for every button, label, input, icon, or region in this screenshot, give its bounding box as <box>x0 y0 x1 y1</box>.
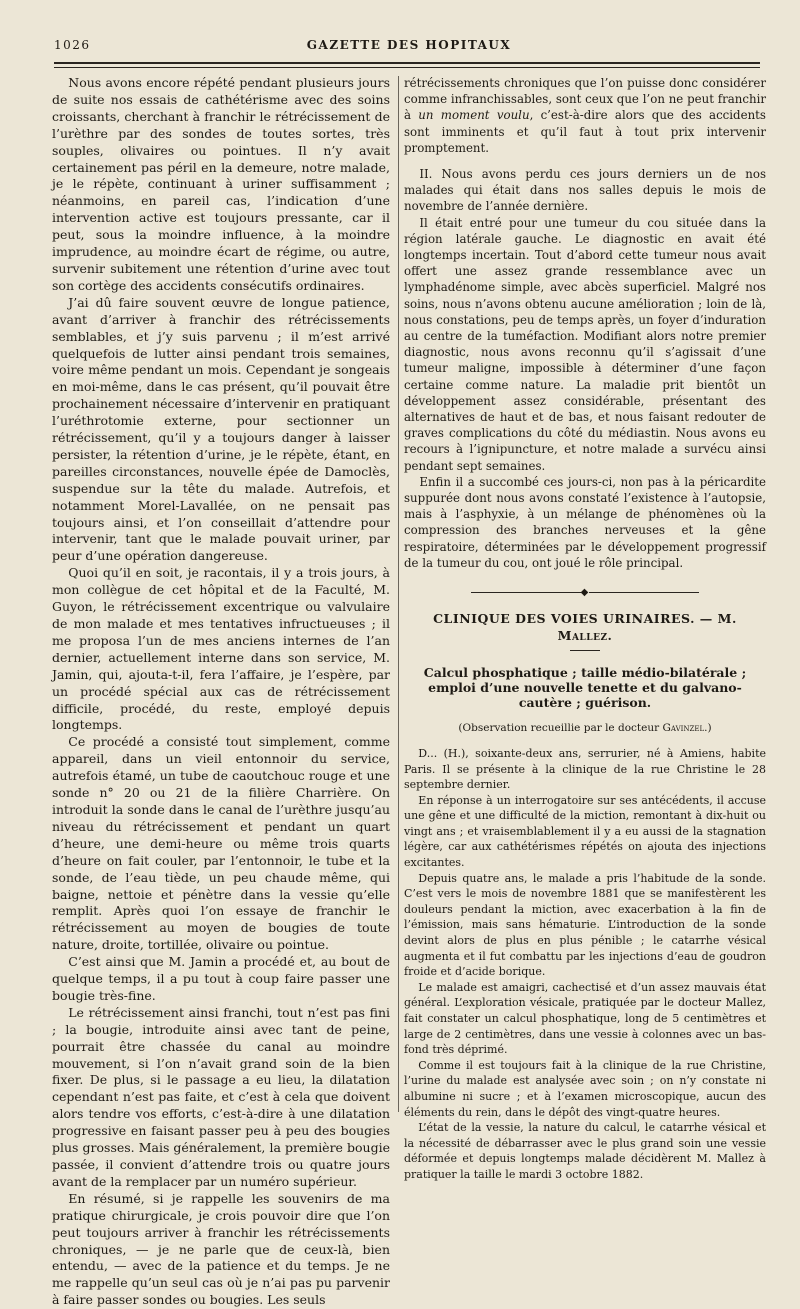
observation-credit <box>404 720 766 736</box>
case-report <box>404 746 766 1183</box>
paragraph: D... (H.), soixante-deux ans, serrurier, né à Amiens, habite Paris. Il se présente à la clinique de la rue Christine le 28 septembre dernier. <box>404 746 766 792</box>
right-column <box>404 75 766 1181</box>
paragraph: Le rétrécissement ainsi franchi, tout n’est pas fini ; la bougie, introduite ainsi avec tant de peine, pourrait être chassée du canal au moindre mouvement, si l’on n’avait grand soin de la bien fixer. De plus, si le passage a eu lieu, la dilatation cependant n’est pas faite, et c’est à cela que doivent alors tendre vos efforts, c’est-à-dire à une dilatation progressive en faisant passer peu à peu des bougies plus grosses. Mais généralement, la première bougie passée, il convient d’attendre trois ou quatre jours avant de la remplacer par un numéro supérieur. <box>52 1004 390 1189</box>
text-run: (Observation recueillie par le docteur <box>458 721 663 734</box>
short-rule <box>570 650 600 651</box>
section-heading <box>404 611 766 643</box>
paragraph: Depuis quatre ans, le malade a pris l’habitude de la sonde. C’est vers le mois de novembre 1881 que se manifestèrent les douleurs pendant la miction, avec exacerbation à la fin de l’émission, mais sans hématurie. L’introduction de la sonde devint alors de plus en plus pénible ; le catarrhe vésical augmenta et il fut combattu par les injections d’eau de goudron froide et d’acide borique. <box>404 871 766 979</box>
section-author: M. Mallez. <box>557 611 737 643</box>
page-header <box>54 38 764 58</box>
paragraph: Quoi qu’il en soit, je racontais, il y a trois jours, à mon collègue de cet hôpital et de la Faculté, M. Guyon, le rétrécissement excentrique ou valvulaire de mon malade et mes tentatives infructueuses ; il me proposa l’un de mes anciens internes de l’an dernier, actuellement interne dans son service, M. Jamin, qui, ajouta-t-il, fera l’affaire, je l’espère, par un procédé spécial aux cas de rétrécissement difficile, procédé, du reste, employé depuis longtemps. <box>52 565 390 733</box>
paragraph: L’état de la vessie, la nature du calcul, le catarrhe vésical et la nécessité de débarrasser avec le plus grand soin une vessie déformée et depuis longtemps malade décidèrent M. Mallez à pratiquer la taille le mardi 3 octobre 1882. <box>404 1121 766 1181</box>
paragraph: Il était entré pour une tumeur du cou située dans la région latérale gauche. Le diagnostic en avait été longtemps incertain. Tout d’abord cette tumeur nous avait offert une assez grande ressemblance avec un lymphadénome simple, avec abcès superficiel. Malgré nos soins, nous n’avons obtenu aucune amélioration ; loin de là, nous constations, peu de temps après, un foyer d’induration au centre de la tuméfaction. Modifiant alors notre premier diagnostic, nous avons reconnu qu’il s’agissait d’une tumeur maligne, impossible à déterminer d’une façon certaine comme nature. La maladie prit bientôt un développement assez considérable, présentant des alternatives de haut et de bas, et nous faisant redouter de graves complications du côté du médiastin. Nous avons eu recours à l’ignipuncture, et notre malade a survécu ainsi pendant sept semaines. <box>404 215 766 473</box>
paragraph: En résumé, si je rappelle les souvenirs de ma pratique chirurgicale, je crois pouvoir dire que l’on peut toujours arriver à franchir les rétrécissements chroniques, — je ne parle que de ceux-là, bien entendu, — avec de la patience et du temps. Je ne me rappelle qu’un seul cas où je n’ai pas pu parvenir à faire passer sondes ou bougies. Les seuls <box>52 1190 390 1308</box>
case-title: Calcul phosphatique ; taille médio-bilatérale ; emploi d’une nouvelle tenette et du galvano-cautère ; guérison. <box>423 664 747 710</box>
paragraph: Le malade est amaigri, cachectisé et d’un assez mauvais état général. L’exploration vésicale, pratiquée par le docteur Mallez, fait constater un calcul phosphatique, long de 5 centimètres et large de 2 centimètres, dans une vessie à colonnes avec un bas-fond très déprimé. <box>404 980 766 1057</box>
section-title: CLINIQUE DES VOIES URINAIRES. — <box>433 611 718 627</box>
paragraph: II. Nous avons perdu ces jours derniers un de nos malades qui était dans nos salles depuis le mois de novembre de l’année dernière. <box>404 167 766 214</box>
paragraph: Enfin il a succombé ces jours-ci, non pas à la péricardite suppurée dont nous avons constaté l’existence à l’autopsie, mais à l’asphyxie, à un mélange de phénomènes où la compression des branches nerveuses et la gêne respiratoire, déterminées par le développement progressif de la tumeur du cou, ont joué le rôle principal. <box>404 474 766 570</box>
journal-title: GAZETTE DES HOPITAUX <box>306 38 512 52</box>
paragraph: C’est ainsi que M. Jamin a procédé et, au bout de quelque temps, il a pu tout à coup faire passer une bougie très-fine. <box>52 954 390 1003</box>
paragraph-continued <box>404 75 766 156</box>
column-divider <box>398 76 399 1112</box>
page-number: 1026 <box>54 38 91 52</box>
text-run: .) <box>704 721 712 734</box>
header-rule-thick <box>54 62 760 64</box>
paragraph: Ce procédé a consisté tout simplement, comme appareil, dans un vieil entonnoir du service, autrefois étamé, un tube de caoutchouc rouge et une sonde n° 20 ou 21 de la filière Charrière. On introduit la sonde dans le canal de l’urèthre jusqu’au niveau du rétrécissement et pendant un quart d’heure, une demi-heure ou même trois quarts d’heure on fait couler, par l’entonnoir, le tube et la sonde, de l’eau tiède, un peu chaude même, qui baigne, nettoie et pénètre dans la vessie qu’elle remplit. Après quoi l’on essaye de franchir le rétrécissement au moyen de bougies de toute nature, droite, tortillée, olivaire ou pointue. <box>52 734 390 953</box>
italic-text: un moment voulu <box>418 108 530 123</box>
paragraph: Comme il est toujours fait à la clinique de la rue Christine, l’urine du malade est analysée avec soin ; on n’y constate ni albumine ni sucre ; et à l’examen microscopique, aucun des éléments du rein, dans le dépôt des vingt-quatre heures. <box>404 1058 766 1119</box>
observer-name: Gavinzel <box>662 721 705 734</box>
section-separator: ◆ <box>404 585 766 601</box>
text-run: , c’est-à-dire alors que des accidents sont imminents et qu’il faut à tout prix intervenir promptement. <box>404 108 766 155</box>
paragraph: En réponse à un interrogatoire sur ses antécédents, il accuse une gêne et une difficulté de la miction, remontant à dix-huit ou vingt ans ; et vraisemblablement il y a eu aussi de la stagnation légère, car aux cathétérismes répétés on ajouta des injections excitantes. <box>404 793 766 870</box>
text-run: rétrécissements chroniques que l’on puisse donc considérer comme infranchissables, sont ceux que l’on ne peut franchir à <box>404 76 766 123</box>
left-column <box>52 75 390 1308</box>
paragraph: J’ai dû faire souvent œuvre de longue patience, avant d’arriver à franchir des rétrécissements semblables, et j’y suis parvenu ; il m’est arrivé quelquefois de lutter ainsi pendant trois semaines, voire même pendant un mois. Cependant je songeais en moi-même, dans le cas présent, qu’il pouvait être prochainement nécessaire d’intervenir en pratiquant l’uréthrotomie externe, pour sectionner un rétrécissement, qu’il y a toujours danger à laisser persister, la rétention d’urine, je le répète, étant, en pareilles circonstances, nouvelle épée de Damoclès, suspendue sur la tête du malade. Autrefois, et notamment Morel-Lavallée, on ne pensait pas toujours ainsi, et l’on conseillait d’attendre pour intervenir, tant que le malade pouvait uriner, par peur d’une opération dangereuse. <box>52 294 390 564</box>
spacer <box>404 156 766 166</box>
header-rule-thin <box>54 67 760 68</box>
paragraph: Nous avons encore répété pendant plusieurs jours de suite nos essais de cathétérisme avec des soins croissants, cherchant à franchir le rétrécissement de l’urèthre par des sondes de toutes sortes, très souples, olivaires ou pointues. Il n’y avait certainement pas péril en la demeure, notre malade, je le répète, continuant à uriner suffisamment ; néanmoins, en pareil cas, l’indication d’une intervention active est toujours pressante, car il peut, sous la moindre influence, à la moindre imprudence, au moindre écart de régime, ou autre, survenir subitement une rétention d’urine avec tout son cortège des accidents consécutifs ordinaires. <box>52 75 390 293</box>
